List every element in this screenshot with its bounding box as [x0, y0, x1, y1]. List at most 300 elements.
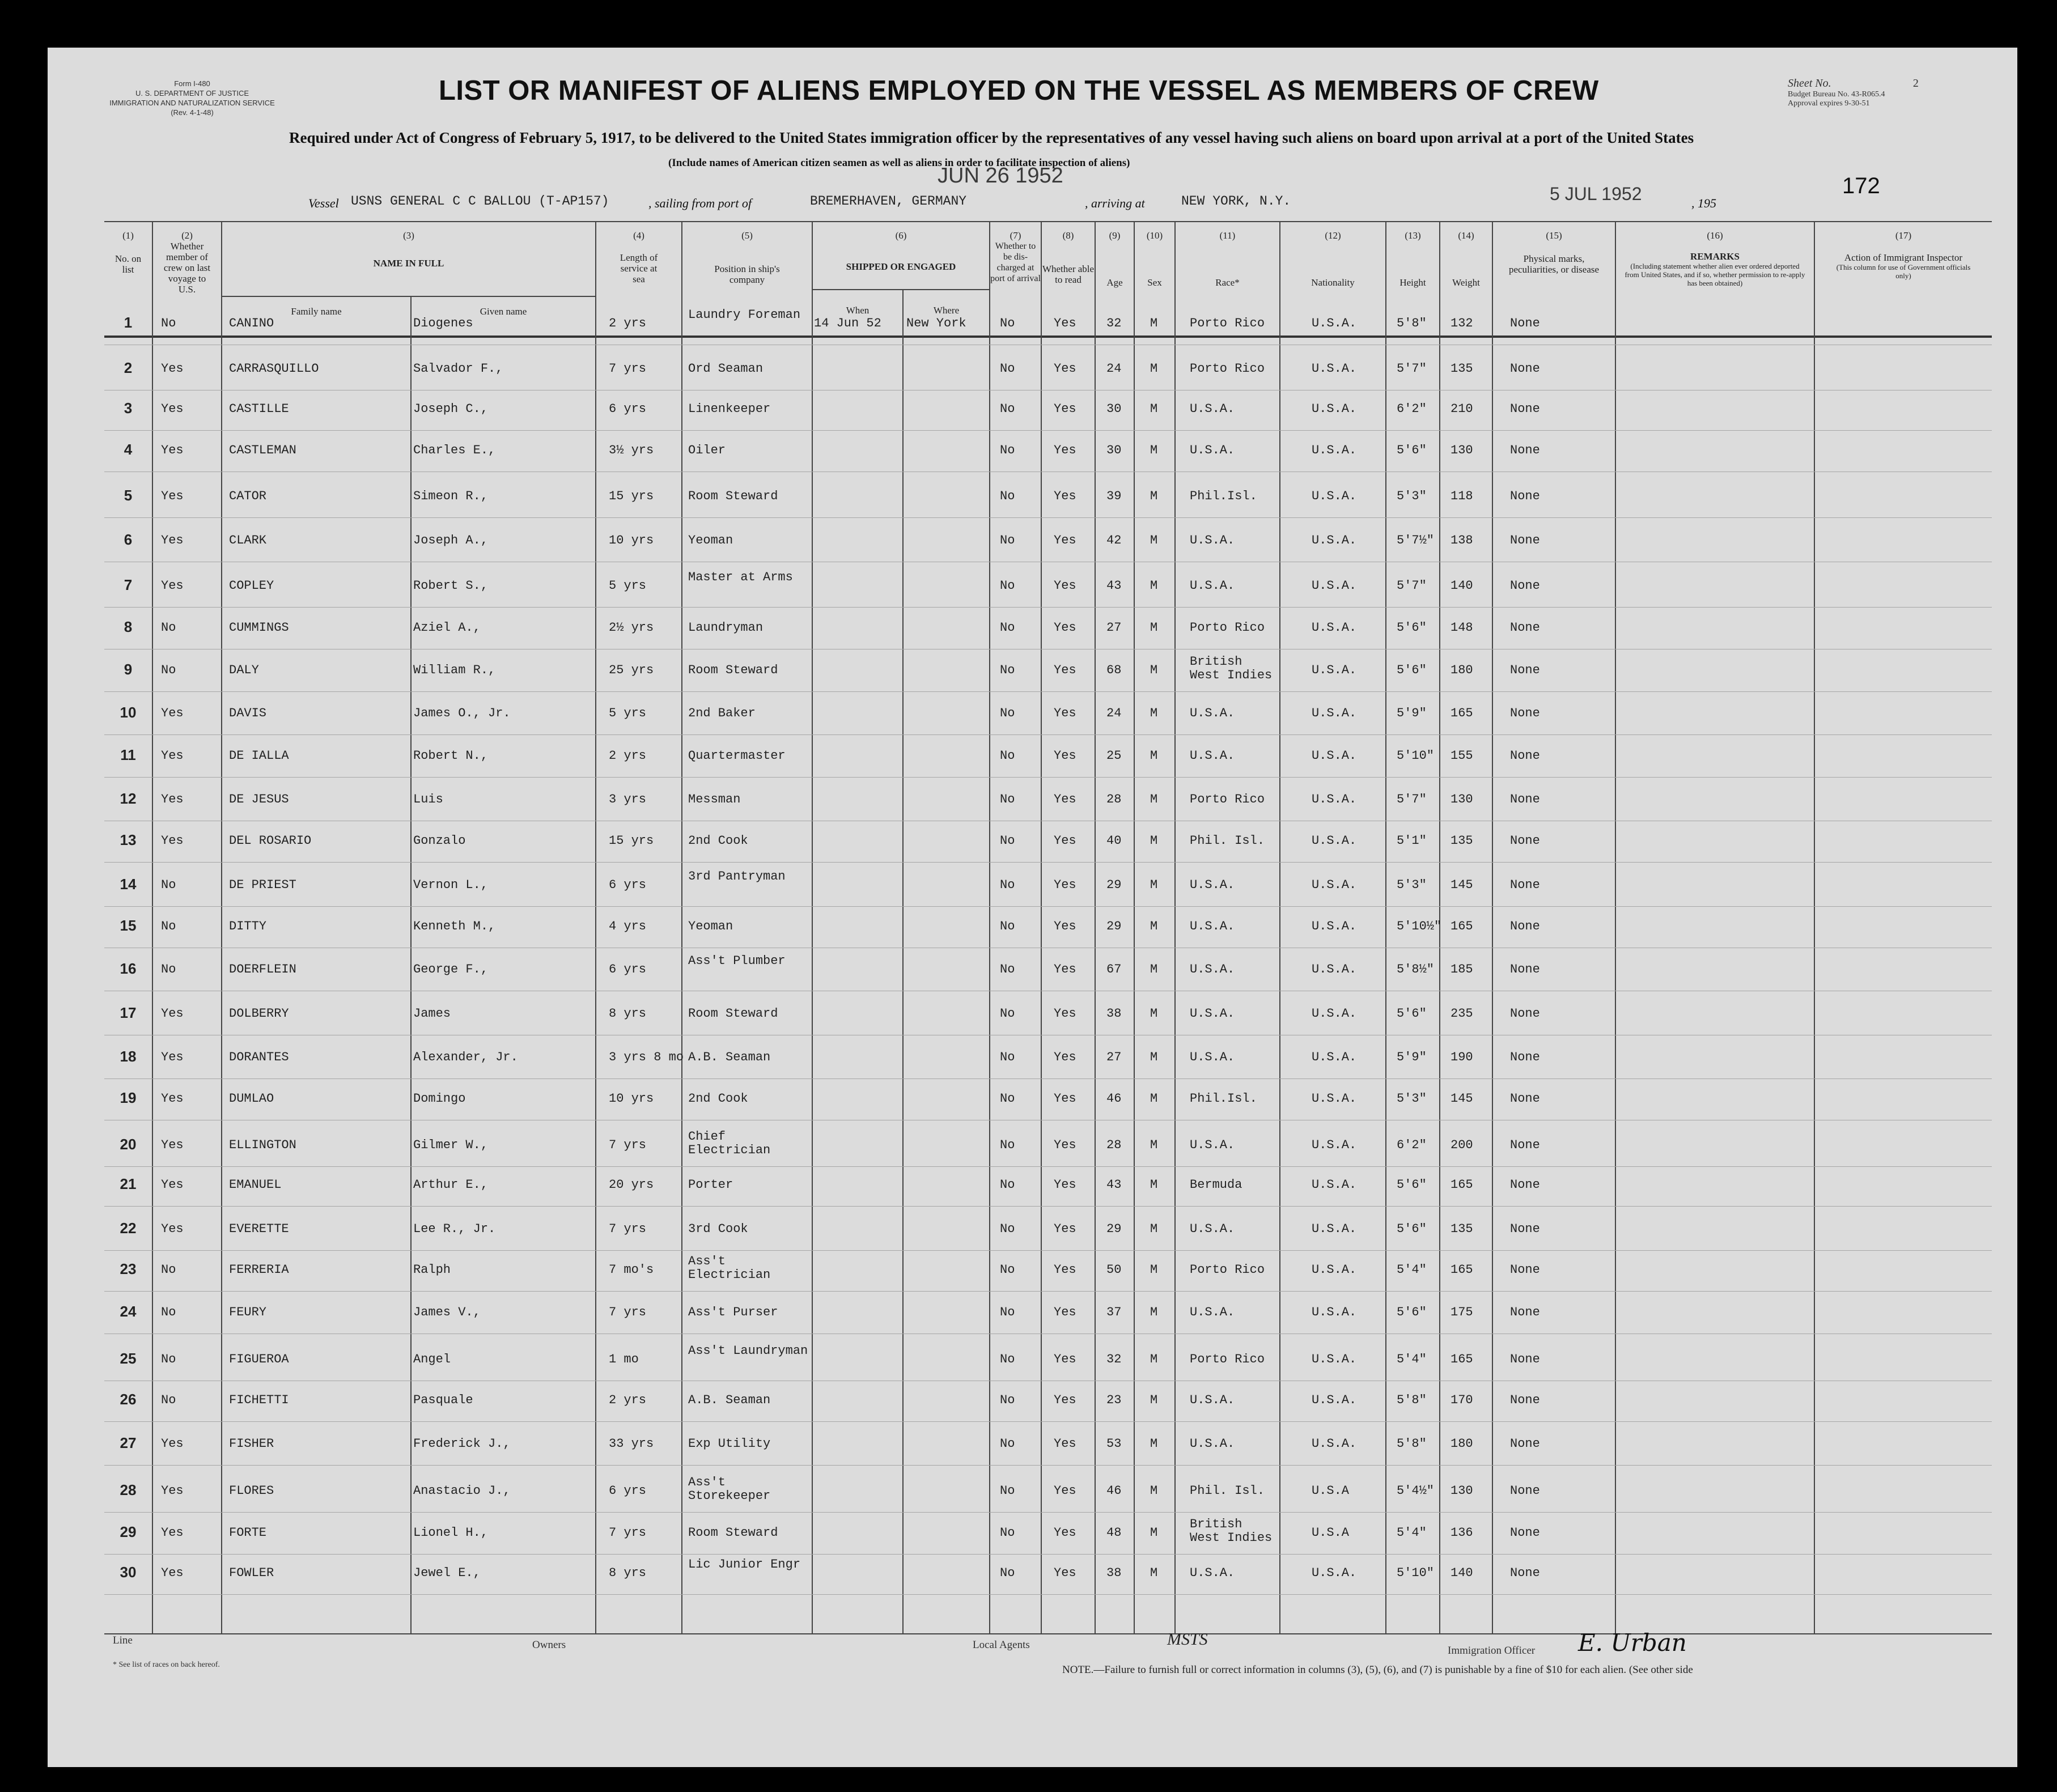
row-22-weight: 135: [1450, 1222, 1473, 1236]
row-28-race: Phil. Isl.: [1190, 1484, 1265, 1498]
row-17-weight: 235: [1450, 1007, 1473, 1021]
row-20-disch: No: [1000, 1138, 1015, 1152]
row-12-last: Yes: [161, 792, 184, 806]
row-21-no: 21: [120, 1175, 137, 1192]
row-26-read: Yes: [1054, 1393, 1076, 1407]
row-27-weight: 180: [1450, 1437, 1473, 1451]
row-18-race: U.S.A.: [1190, 1050, 1235, 1064]
row-20-marks: None: [1510, 1138, 1540, 1152]
col-number: (15): [1546, 230, 1562, 241]
row-12-age: 28: [1106, 792, 1122, 806]
row-25-last: No: [161, 1352, 176, 1366]
row-7-sex: M: [1150, 579, 1158, 593]
row-14-service: 6 yrs: [609, 878, 647, 892]
sailing-label: , sailing from port of: [648, 196, 752, 210]
row-27-position: Exp Utility: [688, 1437, 771, 1451]
row-23-family: FERRERIA: [229, 1263, 289, 1277]
row-4-position: Oiler: [688, 443, 726, 457]
row-24-height: 5'6": [1397, 1305, 1427, 1319]
row-13-given: Gonzalo: [413, 834, 466, 848]
row-21-position: Porter: [688, 1178, 733, 1192]
row-24-nat: U.S.A.: [1312, 1305, 1357, 1319]
row-23-age: 50: [1106, 1263, 1122, 1277]
row-28-sex: M: [1150, 1484, 1158, 1498]
row-11-height: 5'10": [1397, 749, 1435, 763]
row-9-family: DALY: [229, 663, 259, 677]
row-5-weight: 118: [1450, 489, 1473, 503]
row-25-marks: None: [1510, 1352, 1540, 1366]
row-5-position: Room Steward: [688, 489, 778, 503]
row-6-marks: None: [1510, 533, 1540, 547]
row-30-position: Lic Junior Engr: [688, 1557, 801, 1572]
row-2-last: Yes: [161, 362, 184, 376]
row-8-race: Porto Rico: [1190, 621, 1265, 635]
row-3-last: Yes: [161, 402, 184, 416]
row-14-weight: 145: [1450, 878, 1473, 892]
row-18-sex: M: [1150, 1050, 1158, 1064]
row-1-position: Laundry Foreman: [688, 308, 801, 322]
row-28-read: Yes: [1054, 1484, 1076, 1498]
row-22-disch: No: [1000, 1222, 1015, 1236]
row-25-service: 1 mo: [609, 1352, 639, 1366]
row-14-height: 5'3": [1397, 878, 1427, 892]
row-26-service: 2 yrs: [609, 1393, 647, 1407]
row-25-given: Angel: [413, 1352, 451, 1366]
row-14-read: Yes: [1054, 878, 1076, 892]
row-23-position: Ass't Electrician: [688, 1254, 771, 1282]
row-26-sex: M: [1150, 1393, 1158, 1407]
row-26-last: No: [161, 1393, 176, 1407]
row-29-family: FORTE: [229, 1526, 267, 1540]
row-22-height: 5'6": [1397, 1222, 1427, 1236]
row-21-nat: U.S.A.: [1312, 1178, 1357, 1192]
row-9-read: Yes: [1054, 663, 1076, 677]
row-23-given: Ralph: [413, 1263, 451, 1277]
col-title: Height: [1399, 277, 1426, 288]
row-14-marks: None: [1510, 878, 1540, 892]
row-1-sex: M: [1150, 316, 1158, 330]
row-9-race: British West Indies: [1190, 655, 1273, 682]
row-5-no: 5: [124, 487, 133, 504]
row-divider: [104, 777, 1992, 778]
row-30-read: Yes: [1054, 1566, 1076, 1580]
row-16-height: 5'8½": [1397, 962, 1435, 976]
row-4-service: 3½ yrs: [609, 443, 654, 457]
row-7-no: 7: [124, 576, 133, 593]
row-17-race: U.S.A.: [1190, 1007, 1235, 1021]
row-4-family: CASTLEMAN: [229, 443, 296, 457]
row-30-service: 8 yrs: [609, 1566, 647, 1580]
row-21-service: 20 yrs: [609, 1178, 654, 1192]
row-9-service: 25 yrs: [609, 663, 654, 677]
col-note: (This column for use of Government officials only): [1836, 263, 1971, 280]
row-10-marks: None: [1510, 706, 1540, 720]
row-1-family: CANINO: [229, 316, 274, 330]
row-17-height: 5'6": [1397, 1007, 1427, 1021]
row-27-race: U.S.A.: [1190, 1437, 1235, 1451]
row-21-height: 5'6": [1397, 1178, 1427, 1192]
col-title: Whether to be dis-charged at port of arrival: [990, 241, 1041, 283]
row-30-race: U.S.A.: [1190, 1566, 1235, 1580]
row-19-height: 5'3": [1397, 1092, 1427, 1106]
row-9-marks: None: [1510, 663, 1540, 677]
row-21-age: 43: [1106, 1178, 1122, 1192]
row-29-position: Room Steward: [688, 1526, 778, 1540]
row-10-sex: M: [1150, 706, 1158, 720]
subtitle-note: (Include names of American citizen seamen as well as aliens in order to facilitate inspection of aliens): [668, 157, 1130, 169]
row-13-disch: No: [1000, 834, 1015, 848]
form-edition: (Rev. 4-1-48): [171, 108, 214, 117]
row-divider: [104, 1465, 1992, 1466]
col-number: (6): [895, 230, 907, 241]
col-title: NAME IN FULL: [373, 258, 444, 269]
row-divider: [104, 1206, 1992, 1207]
col-title: Weight: [1452, 277, 1480, 288]
row-28-age: 46: [1106, 1484, 1122, 1498]
row-5-nat: U.S.A.: [1312, 489, 1357, 503]
agents-value: MSTS: [1167, 1630, 1208, 1649]
row-18-read: Yes: [1054, 1050, 1076, 1064]
row-23-service: 7 mo's: [609, 1263, 654, 1277]
row-divider: [104, 691, 1992, 692]
row-3-race: U.S.A.: [1190, 402, 1235, 416]
row-16-disch: No: [1000, 962, 1015, 976]
row-9-given: William R.,: [413, 663, 496, 677]
row-10-disch: No: [1000, 706, 1015, 720]
col-title: Age: [1106, 277, 1123, 288]
row-2-race: Porto Rico: [1190, 362, 1265, 376]
row-30-no: 30: [120, 1564, 137, 1581]
row-30-disch: No: [1000, 1566, 1015, 1580]
row-18-no: 18: [120, 1048, 137, 1065]
row-17-family: DOLBERRY: [229, 1007, 289, 1021]
row-19-service: 10 yrs: [609, 1092, 654, 1106]
row-12-height: 5'7": [1397, 792, 1427, 806]
row-5-last: Yes: [161, 489, 184, 503]
sheet-label: Sheet No.: [1788, 77, 1831, 90]
row-16-given: George F.,: [413, 962, 489, 976]
row-30-nat: U.S.A.: [1312, 1566, 1357, 1580]
row-24-weight: 175: [1450, 1305, 1473, 1319]
row-8-family: CUMMINGS: [229, 621, 289, 635]
vessel-label: Vessel: [308, 196, 339, 210]
row-14-family: DE PRIEST: [229, 878, 296, 892]
row-29-read: Yes: [1054, 1526, 1076, 1540]
row-14-nat: U.S.A.: [1312, 878, 1357, 892]
row-19-position: 2nd Cook: [688, 1092, 748, 1106]
page-number: 172: [1842, 173, 1880, 198]
row-27-family: FISHER: [229, 1437, 274, 1451]
row-18-position: A.B. Seaman: [688, 1050, 771, 1064]
row-17-no: 17: [120, 1004, 137, 1021]
row-6-service: 10 yrs: [609, 533, 654, 547]
row-5-disch: No: [1000, 489, 1015, 503]
row-16-position: Ass't Plumber: [688, 954, 786, 968]
row-29-service: 7 yrs: [609, 1526, 647, 1540]
row-11-no: 11: [120, 746, 136, 763]
row-1-when: 14 Jun 52: [814, 316, 881, 330]
col-title: Race*: [1215, 277, 1240, 288]
row-14-age: 29: [1106, 878, 1122, 892]
row-26-height: 5'8": [1397, 1393, 1427, 1407]
row-26-race: U.S.A.: [1190, 1393, 1235, 1407]
row-1-given: Diogenes: [413, 316, 473, 330]
row-10-service: 5 yrs: [609, 706, 647, 720]
row-19-race: Phil.Isl.: [1190, 1092, 1257, 1106]
row-28-position: Ass't Storekeeper: [688, 1475, 771, 1503]
row-6-sex: M: [1150, 533, 1158, 547]
row-4-sex: M: [1150, 443, 1158, 457]
row-1-age: 32: [1106, 316, 1122, 330]
row-7-given: Robert S.,: [413, 579, 489, 593]
row-20-race: U.S.A.: [1190, 1138, 1235, 1152]
row-23-read: Yes: [1054, 1263, 1076, 1277]
row-1-no: 1: [124, 314, 133, 331]
row-28-family: FLORES: [229, 1484, 274, 1498]
row-25-disch: No: [1000, 1352, 1015, 1366]
col-number: (4): [633, 230, 644, 241]
row-26-position: A.B. Seaman: [688, 1393, 771, 1407]
row-divider: [104, 1512, 1992, 1513]
form-number: Form I-480: [174, 79, 210, 88]
row-25-nat: U.S.A.: [1312, 1352, 1357, 1366]
row-28-height: 5'4½": [1397, 1484, 1435, 1498]
row-21-family: EMANUEL: [229, 1178, 282, 1192]
row-19-family: DUMLAO: [229, 1092, 274, 1106]
row-29-no: 29: [120, 1523, 137, 1540]
row-18-nat: U.S.A.: [1312, 1050, 1357, 1064]
col-title: Whether able to read: [1042, 264, 1095, 285]
row-11-position: Quartermaster: [688, 749, 786, 763]
row-7-height: 5'7": [1397, 579, 1427, 593]
row-26-family: FICHETTI: [229, 1393, 289, 1407]
row-3-no: 3: [124, 400, 133, 417]
row-25-no: 25: [120, 1350, 137, 1367]
row-15-given: Kenneth M.,: [413, 919, 496, 933]
row-9-last: No: [161, 663, 176, 677]
row-4-weight: 130: [1450, 443, 1473, 457]
row-9-sex: M: [1150, 663, 1158, 677]
row-26-nat: U.S.A.: [1312, 1393, 1357, 1407]
row-26-no: 26: [120, 1391, 137, 1408]
row-30-last: Yes: [161, 1566, 184, 1580]
row-21-marks: None: [1510, 1178, 1540, 1192]
row-21-last: Yes: [161, 1178, 184, 1192]
col-number: (1): [122, 230, 134, 241]
row-20-position: Chief Electrician: [688, 1129, 771, 1157]
agents-label: Local Agents: [973, 1639, 1030, 1651]
row-12-given: Luis: [413, 792, 443, 806]
row-13-last: Yes: [161, 834, 184, 848]
row-10-race: U.S.A.: [1190, 706, 1235, 720]
row-27-height: 5'8": [1397, 1437, 1427, 1451]
row-23-disch: No: [1000, 1263, 1015, 1277]
row-28-given: Anastacio J.,: [413, 1484, 511, 1498]
row-21-sex: M: [1150, 1178, 1158, 1192]
col-number: (9): [1109, 230, 1121, 241]
row-4-last: Yes: [161, 443, 184, 457]
row-18-marks: None: [1510, 1050, 1540, 1064]
row-15-disch: No: [1000, 919, 1015, 933]
row-22-marks: None: [1510, 1222, 1540, 1236]
row-11-weight: 155: [1450, 749, 1473, 763]
row-10-age: 24: [1106, 706, 1122, 720]
row-21-given: Arthur E.,: [413, 1178, 489, 1192]
row-20-age: 28: [1106, 1138, 1122, 1152]
row-27-no: 27: [120, 1434, 137, 1451]
col-number: (3): [403, 230, 414, 241]
row-15-height: 5'10½": [1397, 919, 1442, 933]
page-subtitle: Required under Act of Congress of February 5, 1917, to be delivered to the United States immigration officer by the representatives of any vessel having such aliens on board upon arrival at a port of the United States: [289, 129, 1694, 146]
row-6-nat: U.S.A.: [1312, 533, 1357, 547]
row-divider: [104, 430, 1992, 431]
row-30-sex: M: [1150, 1566, 1158, 1580]
col-number: (11): [1219, 230, 1236, 241]
row-15-weight: 165: [1450, 919, 1473, 933]
row-12-family: DE JESUS: [229, 792, 289, 806]
row-5-read: Yes: [1054, 489, 1076, 503]
row-1-read: Yes: [1054, 316, 1076, 330]
row-25-position: Ass't Laundryman: [688, 1344, 808, 1358]
row-24-age: 37: [1106, 1305, 1122, 1319]
row-18-service: 3 yrs 8 mo: [609, 1050, 684, 1064]
row-6-race: U.S.A.: [1190, 533, 1235, 547]
row-14-race: U.S.A.: [1190, 878, 1235, 892]
row-11-nat: U.S.A.: [1312, 749, 1357, 763]
row-4-no: 4: [124, 441, 133, 458]
row-14-no: 14: [120, 876, 137, 893]
row-1-service: 2 yrs: [609, 316, 647, 330]
col-title: Sex: [1147, 277, 1162, 288]
row-23-last: No: [161, 1263, 176, 1277]
row-28-service: 6 yrs: [609, 1484, 647, 1498]
row-22-race: U.S.A.: [1190, 1222, 1235, 1236]
row-19-sex: M: [1150, 1092, 1158, 1106]
row-12-read: Yes: [1054, 792, 1076, 806]
where-header: Where: [933, 305, 960, 316]
row-29-disch: No: [1000, 1526, 1015, 1540]
approval-expiry: Approval expires 9-30-51: [1788, 99, 1870, 108]
row-27-service: 33 yrs: [609, 1437, 654, 1451]
col-number: (7): [1010, 230, 1021, 241]
row-11-marks: None: [1510, 749, 1540, 763]
row-20-read: Yes: [1054, 1138, 1076, 1152]
row-7-nat: U.S.A.: [1312, 579, 1357, 593]
row-16-last: No: [161, 962, 176, 976]
row-22-no: 22: [120, 1220, 137, 1237]
row-14-given: Vernon L.,: [413, 878, 489, 892]
row-21-weight: 165: [1450, 1178, 1473, 1192]
row-26-age: 23: [1106, 1393, 1122, 1407]
row-17-disch: No: [1000, 1007, 1015, 1021]
row-13-read: Yes: [1054, 834, 1076, 848]
row-18-height: 5'9": [1397, 1050, 1427, 1064]
row-divider: [104, 1166, 1992, 1167]
row-25-weight: 165: [1450, 1352, 1473, 1366]
row-4-disch: No: [1000, 443, 1015, 457]
row-7-race: U.S.A.: [1190, 579, 1235, 593]
row-23-weight: 165: [1450, 1263, 1473, 1277]
row-8-read: Yes: [1054, 621, 1076, 635]
row-22-read: Yes: [1054, 1222, 1076, 1236]
row-1-height: 5'8": [1397, 316, 1427, 330]
row-20-weight: 200: [1450, 1138, 1473, 1152]
row-26-disch: No: [1000, 1393, 1015, 1407]
row-13-no: 13: [120, 831, 137, 848]
row-2-sex: M: [1150, 362, 1158, 376]
row-28-marks: None: [1510, 1484, 1540, 1498]
row-9-nat: U.S.A.: [1312, 663, 1357, 677]
row-12-nat: U.S.A.: [1312, 792, 1357, 806]
penalty-note: NOTE.—Failure to furnish full or correct information in columns (3), (5), (6), and (7) is punishable by a fine of $10 for each alien. (See other side: [1062, 1664, 1693, 1676]
manifest-sheet: [48, 48, 2017, 1767]
col-note: (Including statement whether alien ever ordered deported from United States, and if so, whether permission to re-apply has been obtained): [1625, 262, 1805, 287]
row-27-age: 53: [1106, 1437, 1122, 1451]
row-11-age: 25: [1106, 749, 1122, 763]
row-3-height: 6'2": [1397, 402, 1427, 416]
row-8-disch: No: [1000, 621, 1015, 635]
row-divider: [104, 906, 1992, 907]
row-19-last: Yes: [161, 1092, 184, 1106]
row-24-last: No: [161, 1305, 176, 1319]
row-24-race: U.S.A.: [1190, 1305, 1235, 1319]
row-17-marks: None: [1510, 1007, 1540, 1021]
row-16-family: DOERFLEIN: [229, 962, 296, 976]
row-22-last: Yes: [161, 1222, 184, 1236]
year-label: , 195: [1691, 196, 1716, 210]
row-12-disch: No: [1000, 792, 1015, 806]
arrival-port: NEW YORK, N.Y.: [1181, 194, 1291, 209]
col-title: No. on list: [114, 253, 142, 275]
row-7-age: 43: [1106, 579, 1122, 593]
row-11-disch: No: [1000, 749, 1015, 763]
row-16-no: 16: [120, 960, 137, 977]
row-2-weight: 135: [1450, 362, 1473, 376]
row-12-marks: None: [1510, 792, 1540, 806]
row-20-height: 6'2": [1397, 1138, 1427, 1152]
row-23-height: 5'4": [1397, 1263, 1427, 1277]
row-25-family: FIGUEROA: [229, 1352, 289, 1366]
row-30-family: FOWLER: [229, 1566, 274, 1580]
row-3-service: 6 yrs: [609, 402, 647, 416]
row-2-disch: No: [1000, 362, 1015, 376]
row-6-family: CLARK: [229, 533, 267, 547]
row-17-age: 38: [1106, 1007, 1122, 1021]
row-16-marks: None: [1510, 962, 1540, 976]
row-15-no: 15: [120, 917, 137, 934]
row-27-nat: U.S.A.: [1312, 1437, 1357, 1451]
row-23-race: Porto Rico: [1190, 1263, 1265, 1277]
row-14-last: No: [161, 878, 176, 892]
row-12-service: 3 yrs: [609, 792, 647, 806]
row-23-sex: M: [1150, 1263, 1158, 1277]
row-15-last: No: [161, 919, 176, 933]
row-17-given: James: [413, 1007, 451, 1021]
row-17-read: Yes: [1054, 1007, 1076, 1021]
row-24-no: 24: [120, 1303, 137, 1320]
row-9-no: 9: [124, 661, 133, 678]
service-name: IMMIGRATION AND NATURALIZATION SERVICE: [109, 99, 275, 107]
row-5-sex: M: [1150, 489, 1158, 503]
row-7-family: COPLEY: [229, 579, 274, 593]
row-20-family: ELLINGTON: [229, 1138, 296, 1152]
col-number: (8): [1062, 230, 1074, 241]
row-10-height: 5'9": [1397, 706, 1427, 720]
row-22-age: 29: [1106, 1222, 1122, 1236]
row-20-given: Gilmer W.,: [413, 1138, 489, 1152]
col-title: Action of Immigrant Inspector: [1844, 252, 1963, 263]
row-divider: [104, 1594, 1992, 1595]
